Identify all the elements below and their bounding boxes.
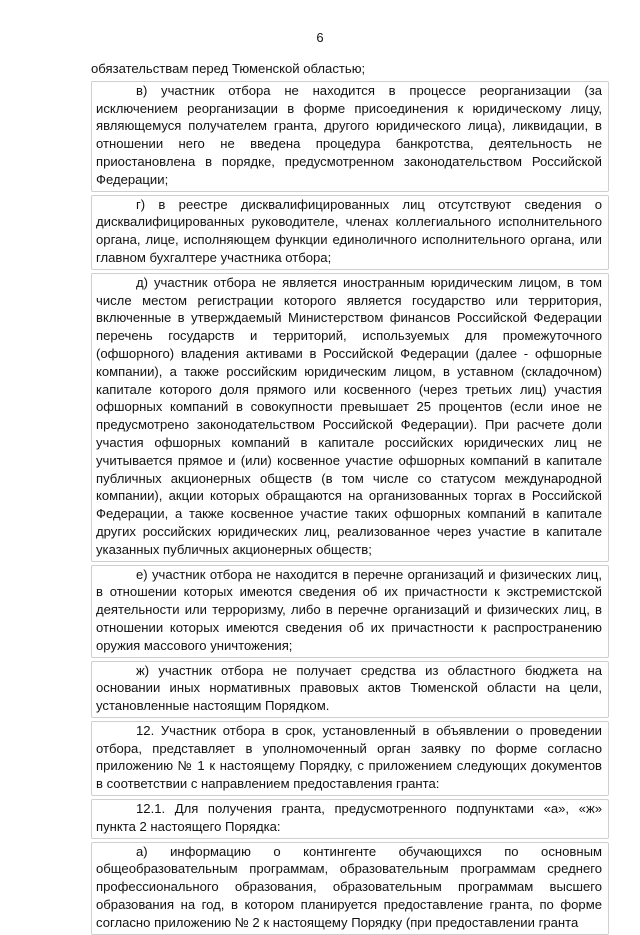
- paragraph-continuation: обязательствам перед Тюменской областью;: [91, 61, 366, 76]
- paragraph-section-12: 12. Участник отбора в срок, установленный в объявлении о проведении отбора, представляет в уполномоченный орган заявку по форме согласно приложению № 1 к настоящему Порядку, с приложением следующих документов в соответствии с направлением предоставления гранта:: [91, 721, 609, 796]
- paragraph-item-a: а) информацию о контингенте обучающихся по основным общеобразовательным программам, образовательным программам среднего профессионального образования, образовательным программам высшего образования на год, в котором планируется предоставление гранта, по форме согласно приложению № 2 к настоящему Порядку (при предоставлении гранта: [91, 842, 609, 935]
- page-number: 6: [316, 30, 324, 45]
- paragraph-item-d: д) участник отбора не является иностранным юридическим лицом, в том числе местом регистрации которого является государство или территория, включенные в утверждаемый Министерством финансов Российской Федерации перечень государств и территорий, используемых для промежуточного (офшорного) владения активами в Российской Федерации (далее - офшорные компании), а также российским юридическим лицом, в уставном (складочном) капитале которого доля прямого или косвенного (через третьих лиц) участия офшорных компаний в совокупности превышает 25 процентов (если иное не предусмотрено законодательством Российской Федерации). При расчете доли участия офшорных компаний в капитале российских юридических лиц не учитывается прямое и (или) косвенное участие офшорных компаний в капитале публичных акционерных обществ (в том числе со статусом международной компании), акции которых обращаются на организованных торгах в Российской Федерации, а также косвенное участие таких офшорных компаний в капитале других российских юридических лиц, реализованное через участие в капитале указанных публичных акционерных обществ;: [91, 273, 609, 562]
- paragraph-item-e: е) участник отбора не находится в перечне организаций и физических лиц, в отношении которых имеются сведения об их причастности к экстремистской деятельности или терроризму, либо в перечне организаций и физических лиц, в отношении которых имеются сведения об их причастности к распространению оружия массового уничтожения;: [91, 565, 609, 658]
- paragraph-item-g: г) в реестре дисквалифицированных лиц отсутствуют сведения о дисквалифицированных руководителе, членах коллегиального исполнительного органа, лице, исполняющем функции единоличного исполнительного органа, или главном бухгалтере участника отбора;: [91, 195, 609, 270]
- paragraph-item-v: в) участник отбора не находится в процессе реорганизации (за исключением реорганизации в форме присоединения к юридическому лицу, являющемуся получателем гранта, другого юридического лица), ликвидации, в отношении него не введена процедура банкротства, деятельность не приостановлена в порядке, предусмотренном законодательством Российской Федерации;: [91, 81, 609, 192]
- document-body: [91, 60, 609, 935]
- paragraph-item-zh: ж) участник отбора не получает средства из областного бюджета на основании иных нормативных правовых актов Тюменской области на цели, установленные настоящим Порядком.: [91, 661, 609, 718]
- paragraph-section-12-1: 12.1. Для получения гранта, предусмотренного подпунктами «а», «ж» пункта 2 настоящего Порядка:: [91, 799, 609, 839]
